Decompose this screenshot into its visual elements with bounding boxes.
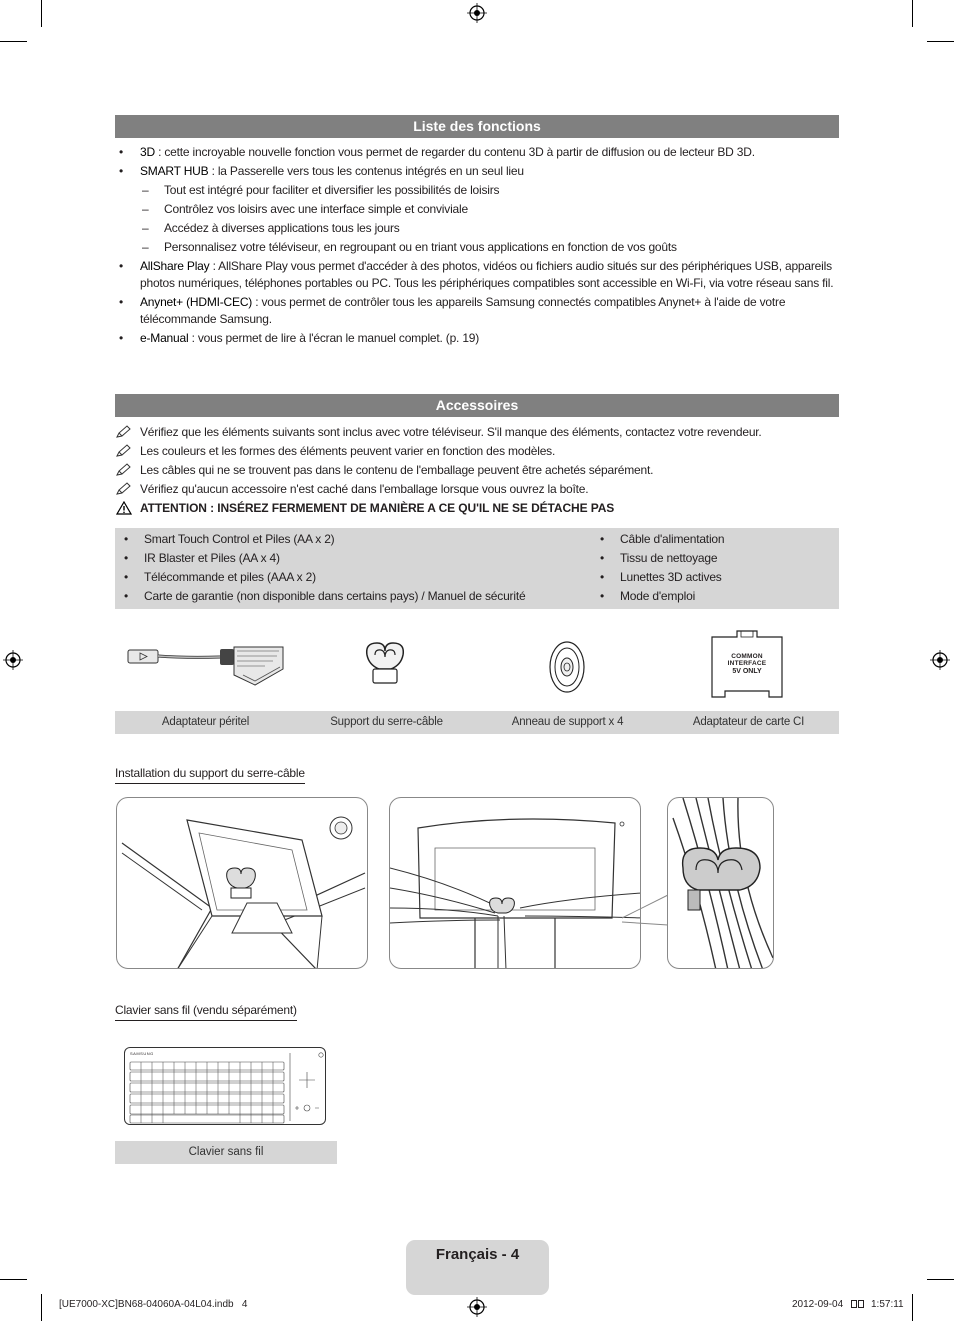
caption-cable-holder: Support du serre-câble: [330, 716, 443, 728]
list-item: • Télécommande et piles (AAA x 2): [115, 569, 595, 586]
footer-date: 2012-09-04: [792, 1299, 844, 1310]
list-item: • e-Manual : vous permet de lire à l'écran le manuel complet. (p. 19): [115, 330, 839, 347]
list-item: • 3D : cette incroyable nouvelle fonction vous permet de regarder du contenu 3D à partir de diffusion ou de lecteur BD 3D.: [115, 144, 839, 161]
tv-back-cables-illustration: [390, 798, 641, 969]
box-glyph-icon: [858, 1300, 864, 1308]
note-pencil-icon: [116, 463, 132, 477]
accessories-box: [115, 528, 839, 609]
caption-scart-adapter: Adaptateur péritel: [161, 716, 250, 728]
ci-card-label: COMMON INTERFACE: [727, 653, 767, 667]
registration-mark-icon: [3, 650, 23, 670]
accessories-section-title: Accessoires: [115, 394, 839, 417]
cable-bundle-zoom-illustration: [668, 798, 774, 969]
footer-time-box-icon: [851, 1300, 867, 1309]
keyboard-caption: Clavier sans fil: [115, 1141, 337, 1164]
accessories-left-list: [115, 531, 595, 607]
crop-mark: [41, 1294, 42, 1321]
note-pencil-icon: [116, 444, 132, 458]
accessories-right-list: [591, 531, 831, 607]
footer-time: 1:57:11: [871, 1299, 904, 1310]
note-item: Vérifiez que les éléments suivants sont inclus avec votre téléviseur. S'il manque des éléments, contactez votre revendeur.: [115, 424, 839, 441]
ci-card-voltage-label: 5V ONLY: [732, 668, 762, 675]
note-item: Les couleurs et les formes des éléments peuvent varier en fonction des modèles.: [115, 443, 839, 460]
features-list: [115, 144, 839, 349]
ci-card-adapter-image: [707, 625, 787, 710]
list-item: • Tissu de nettoyage: [591, 550, 831, 567]
list-sub-item: – Tout est intégré pour faciliter et diversifier les possibilités de loisirs: [115, 182, 839, 199]
footer-file-name: [UE7000-XC]BN68-04060A-04L04.indb 4: [59, 1299, 248, 1310]
holder-ring-image: [540, 625, 595, 710]
keyboard-subheading: Clavier sans fil (vendu séparément): [115, 1003, 297, 1021]
list-sub-item: – Contrôlez vos loisirs avec une interface simple et conviviale: [115, 201, 839, 218]
warning-item: ATTENTION : INSÉREZ FERMEMENT DE MANIÈRE A CE QU'IL NE SE DÉTACHE PAS: [115, 500, 839, 517]
list-item: • Carte de garantie (non disponible dans certains pays) / Manuel de sécurité: [115, 588, 595, 605]
cable-holder-image: [355, 625, 415, 710]
list-item: • AllShare Play : AllShare Play vous permet d'accéder à des photos, vidéos ou fichiers audio situés sur des périphériques USB, appareils photos numériques, téléphones portables ou PC. Tous les périphériques compatibles sont accessible en Wi-Fi, via votre réseau sans fil.: [115, 258, 839, 292]
zoom-connector-lines: [620, 890, 670, 930]
list-item: • Anynet+ (HDMI-CEC) : vous permet de contrôler tous les appareils Samsung connectés compatibles Anynet+ à l'aide de votre télécommande Samsung.: [115, 294, 839, 328]
list-item: • Smart Touch Control et Piles (AA x 2): [115, 531, 595, 548]
crop-mark: [927, 41, 954, 42]
box-glyph-icon: [851, 1300, 857, 1308]
list-sub-item: – Personnalisez votre téléviseur, en regroupant ou en triant vous applications en fonction de vos goûts: [115, 239, 839, 256]
note-item: Les câbles qui ne se trouvent pas dans le contenu de l'emballage peuvent être achetés séparément.: [115, 462, 839, 479]
registration-mark-icon: [930, 650, 950, 670]
registration-mark-icon: [467, 1297, 487, 1317]
list-item: • Câble d'alimentation: [591, 531, 831, 548]
note-pencil-icon: [116, 482, 132, 496]
features-section-title: Liste des fonctions: [115, 115, 839, 138]
warning-triangle-icon: [116, 501, 132, 515]
crop-mark: [912, 1294, 913, 1321]
install-step-3-zoom-illustration: [667, 797, 774, 969]
install-step-1-illustration: [116, 797, 368, 969]
install-step-2-illustration: [389, 797, 641, 969]
list-item: • IR Blaster et Piles (AA x 4): [115, 550, 595, 567]
list-item: • Mode d'emploi: [591, 588, 831, 605]
accessories-caption-row: [115, 711, 839, 734]
list-item: • SMART HUB : la Passerelle vers tous les contenus intégrés en un seul lieu: [115, 163, 839, 180]
install-subheading: Installation du support du serre-câble: [115, 766, 305, 784]
list-item: • Lunettes 3D actives: [591, 569, 831, 586]
caption-holder-ring: Anneau de support x 4: [511, 716, 624, 728]
accessories-notes: [115, 424, 839, 519]
note-item: Vérifiez qu'aucun accessoire n'est caché dans l'emballage lorsque vous ouvrez la boîte.: [115, 481, 839, 498]
keyboard-brand-label: SAMSUNG: [130, 1051, 154, 1056]
registration-mark-icon: [467, 3, 487, 23]
scart-adapter-image: [125, 625, 290, 710]
crop-mark: [927, 1279, 954, 1280]
note-pencil-icon: [116, 425, 132, 439]
keyboard-keys: [125, 1048, 327, 1126]
list-sub-item: – Accédez à diverses applications tous les jours: [115, 220, 839, 237]
crop-mark: [41, 0, 42, 27]
crop-mark: [912, 0, 913, 27]
wireless-keyboard-image: [124, 1047, 326, 1125]
page-number-tab: Français - 4: [406, 1240, 549, 1295]
crop-mark: [0, 41, 27, 42]
crop-mark: [0, 1279, 27, 1280]
caption-ci-card-adapter: Adaptateur de carte CI: [692, 716, 805, 728]
tv-stand-illustration: [117, 798, 368, 969]
